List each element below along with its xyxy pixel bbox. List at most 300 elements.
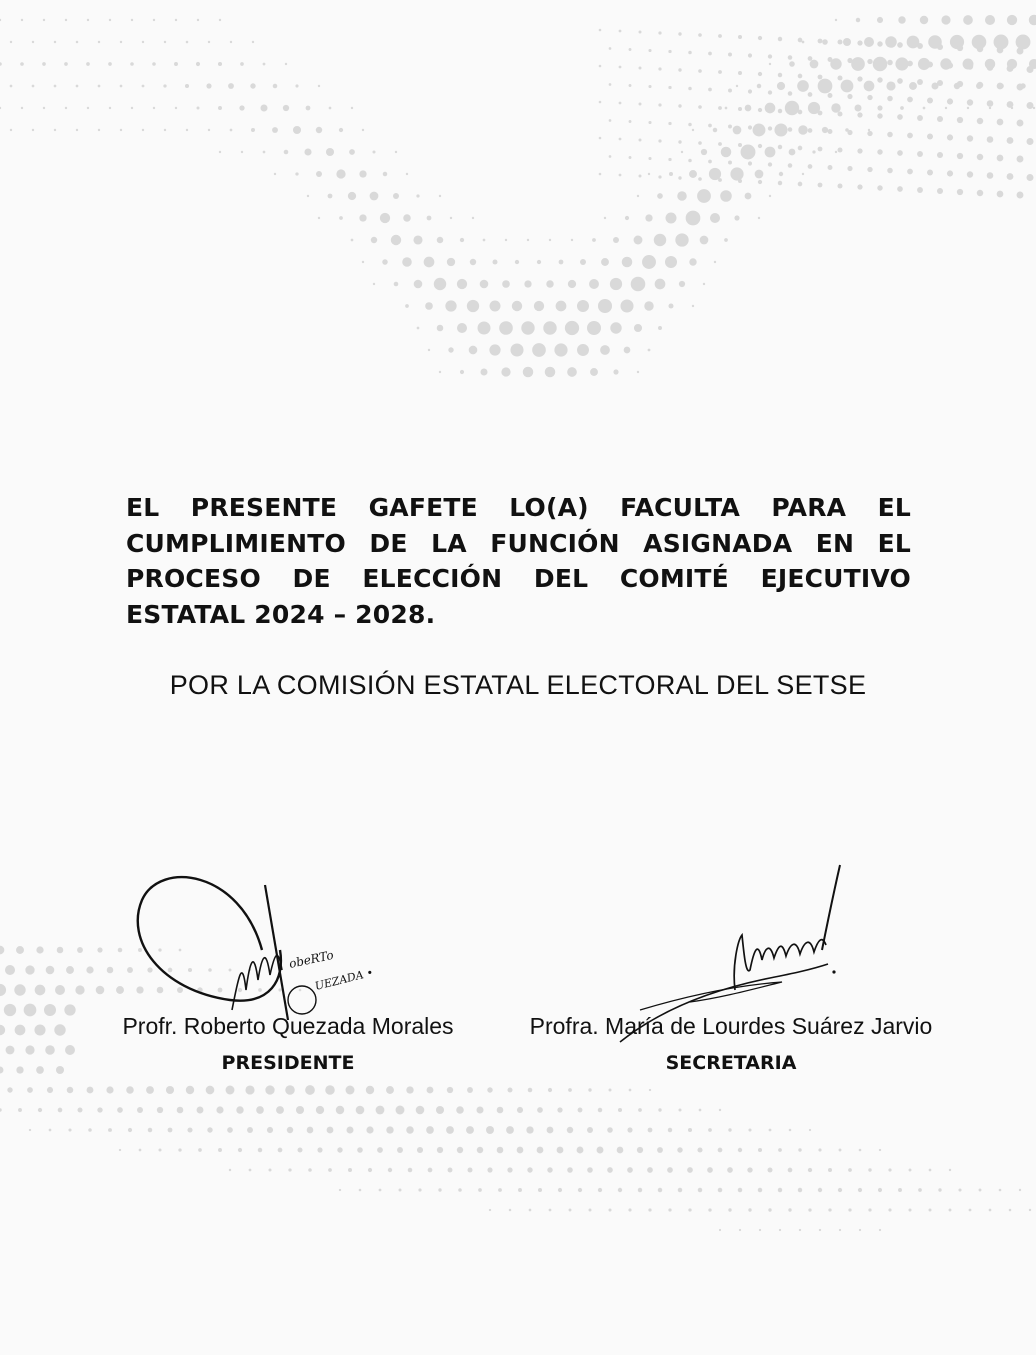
pattern-dot	[437, 1147, 443, 1153]
pattern-dot	[725, 107, 728, 110]
pattern-dot	[391, 235, 401, 245]
pattern-dot	[206, 1086, 215, 1095]
pattern-dot	[65, 19, 67, 21]
pattern-dot	[730, 167, 743, 180]
pattern-dot	[78, 1108, 83, 1113]
pattern-dot	[758, 1148, 762, 1152]
pattern-dot	[877, 17, 883, 23]
pattern-dot	[887, 168, 893, 174]
pattern-dot	[947, 170, 953, 176]
pattern-dot	[719, 1229, 721, 1231]
pattern-dot	[668, 158, 671, 161]
pattern-dot	[877, 185, 882, 190]
pattern-dot	[741, 145, 756, 160]
pattern-dot	[568, 280, 576, 288]
pattern-dot	[450, 217, 452, 219]
pattern-dot	[837, 39, 842, 44]
pattern-dot	[758, 217, 760, 219]
pattern-dot	[937, 188, 943, 194]
pattern-dot	[647, 1167, 653, 1173]
pattern-dot	[208, 129, 210, 131]
pattern-dot	[847, 130, 852, 135]
pattern-dot	[848, 1168, 852, 1172]
pattern-dot	[88, 1128, 92, 1132]
pattern-dot	[887, 96, 893, 102]
pattern-dot	[885, 36, 897, 48]
pattern-dot	[206, 83, 211, 88]
pattern-dot	[619, 66, 622, 69]
pattern-dot	[32, 129, 34, 131]
pattern-dot	[789, 149, 796, 156]
pattern-dot	[698, 141, 702, 145]
pattern-dot	[251, 128, 255, 132]
pattern-dot	[888, 1208, 891, 1211]
pattern-dot	[116, 986, 124, 994]
pattern-dot	[267, 1127, 273, 1133]
pattern-dot	[487, 1167, 492, 1172]
pattern-dot	[637, 195, 639, 197]
pattern-dot	[164, 129, 166, 131]
pattern-dot	[265, 1085, 274, 1094]
pattern-dot	[366, 1086, 374, 1094]
pattern-dot	[818, 111, 823, 116]
pattern-dot	[296, 1106, 304, 1114]
pattern-dot	[362, 129, 364, 131]
pattern-dot	[394, 282, 399, 287]
pattern-dot	[76, 41, 79, 44]
pattern-dot	[489, 344, 500, 355]
pattern-dot	[537, 1107, 543, 1113]
pattern-dot	[845, 128, 849, 132]
pattern-dot	[523, 367, 534, 378]
pattern-dot	[748, 1208, 751, 1211]
pattern-dot	[789, 61, 795, 67]
pattern-dot	[714, 261, 716, 263]
pattern-dot	[386, 1086, 394, 1094]
pattern-dot	[546, 280, 553, 287]
pattern-dot	[351, 107, 353, 109]
pattern-dot	[164, 41, 166, 43]
pattern-dot	[147, 967, 152, 972]
pattern-dot	[947, 62, 953, 68]
pattern-dot	[293, 126, 301, 134]
pattern-dot	[448, 1168, 453, 1173]
pattern-dot	[658, 1108, 661, 1111]
pattern-dot	[547, 1167, 552, 1172]
pattern-dot	[188, 968, 192, 972]
pattern-dot	[867, 167, 872, 172]
pattern-dot	[710, 213, 720, 223]
pattern-dot	[607, 1167, 613, 1173]
pattern-dot	[859, 1149, 862, 1152]
pattern-dot	[518, 1188, 522, 1192]
pattern-dot	[648, 157, 651, 160]
pattern-dot	[648, 173, 650, 175]
pattern-dot	[1017, 120, 1024, 127]
pattern-dot	[467, 1167, 472, 1172]
pattern-dot	[748, 89, 752, 93]
pattern-dot	[627, 1127, 632, 1132]
pattern-dot	[236, 1106, 243, 1113]
pattern-dot	[152, 62, 156, 66]
pattern-dot	[778, 37, 782, 41]
pattern-dot	[759, 1229, 761, 1231]
pattern-dot	[957, 189, 963, 195]
pattern-dot	[305, 1085, 315, 1095]
pattern-dot	[238, 1148, 242, 1152]
pattern-dot	[765, 103, 776, 114]
pattern-dot	[1007, 59, 1017, 69]
pattern-dot	[29, 1129, 31, 1131]
pattern-dot	[721, 147, 732, 158]
pattern-dot	[818, 1188, 822, 1192]
president-role: PRESIDENTE	[221, 1052, 355, 1074]
pattern-dot	[1007, 65, 1014, 72]
pattern-dot	[658, 1188, 662, 1192]
pattern-dot	[972, 35, 987, 50]
pattern-dot	[228, 83, 234, 89]
pattern-dot	[549, 239, 551, 241]
pattern-dot	[208, 968, 212, 972]
pattern-dot	[758, 108, 762, 112]
pattern-dot	[908, 1208, 911, 1211]
pattern-dot	[609, 1089, 612, 1092]
pattern-dot	[728, 161, 732, 165]
pattern-dot	[43, 19, 45, 21]
pattern-dot	[177, 1107, 184, 1114]
pattern-dot	[808, 1208, 811, 1211]
pattern-dot	[325, 1085, 335, 1095]
pattern-dot	[758, 144, 762, 148]
pattern-dot	[577, 300, 589, 312]
pattern-dot	[778, 1148, 782, 1152]
pattern-dot	[601, 258, 609, 266]
pattern-dot	[613, 237, 619, 243]
pattern-dot	[838, 1188, 842, 1192]
pattern-dot	[736, 85, 738, 87]
pattern-dot	[697, 189, 711, 203]
pattern-dot	[997, 191, 1004, 198]
pattern-dot	[917, 115, 923, 121]
commission-line: POR LA COMISIÓN ESTATAL ELECTORAL DEL SETSE	[169, 670, 867, 700]
pattern-dot	[798, 1188, 802, 1192]
pattern-dot	[828, 93, 833, 98]
pattern-dot	[927, 134, 933, 140]
pattern-dot	[947, 98, 953, 104]
pattern-dot	[920, 16, 928, 24]
pattern-dot	[788, 163, 793, 168]
pattern-dot	[639, 139, 642, 142]
pattern-dot	[382, 259, 388, 265]
pattern-dot	[397, 1147, 403, 1153]
pattern-dot	[969, 1209, 972, 1212]
pattern-dot	[907, 61, 913, 67]
pattern-dot	[359, 170, 366, 177]
pattern-dot	[376, 1106, 385, 1115]
pattern-dot	[399, 1189, 402, 1192]
pattern-dot	[447, 258, 455, 266]
pattern-dot	[502, 280, 510, 288]
pattern-dot	[928, 35, 942, 49]
pattern-dot	[657, 1147, 663, 1153]
pattern-dot	[395, 151, 397, 153]
pattern-dot	[718, 34, 722, 38]
pattern-dot	[67, 1087, 74, 1094]
pattern-dot	[918, 1188, 922, 1192]
pattern-dot	[362, 261, 364, 263]
pattern-dot	[107, 967, 114, 974]
pattern-dot	[857, 112, 862, 117]
pattern-dot	[839, 1229, 841, 1231]
pattern-dot	[799, 1229, 801, 1231]
pattern-dot	[604, 217, 606, 219]
pattern-dot	[798, 182, 803, 187]
pattern-dot	[679, 281, 685, 287]
pattern-dot	[413, 235, 422, 244]
pattern-dot	[54, 85, 57, 88]
pattern-dot	[417, 1147, 423, 1153]
pattern-dot	[977, 46, 983, 52]
pattern-dot	[168, 1128, 173, 1133]
pattern-dot	[878, 1188, 882, 1192]
pattern-dot	[837, 75, 842, 80]
pattern-dot	[268, 1168, 271, 1171]
pattern-dot	[4, 1004, 16, 1016]
pattern-dot	[377, 1147, 383, 1153]
pattern-dot	[1029, 15, 1036, 25]
pattern-dot	[828, 1168, 832, 1172]
pattern-dot	[839, 1149, 842, 1152]
pattern-dot	[851, 57, 865, 71]
pattern-dot	[1027, 102, 1034, 109]
pattern-dot	[537, 260, 541, 264]
pattern-dot	[788, 91, 793, 96]
pattern-dot	[578, 1188, 582, 1192]
pattern-dot	[718, 70, 722, 74]
pattern-dot	[856, 18, 860, 22]
pattern-dot	[755, 170, 764, 179]
pattern-dot	[598, 299, 612, 313]
pattern-dot	[517, 1107, 523, 1113]
pattern-dot	[139, 1149, 142, 1152]
pattern-dot	[828, 1208, 831, 1211]
pattern-dot	[396, 1106, 405, 1115]
pattern-dot	[867, 95, 872, 100]
pattern-dot	[577, 1147, 584, 1154]
pattern-dot	[778, 109, 782, 113]
pattern-dot	[0, 107, 1, 109]
pattern-dot	[629, 84, 632, 87]
pattern-dot	[997, 155, 1004, 162]
pattern-dot	[703, 283, 705, 285]
pattern-dot	[873, 57, 888, 72]
pattern-dot	[898, 1188, 902, 1192]
pattern-dot	[460, 238, 464, 242]
pattern-dot	[498, 1188, 502, 1192]
pattern-dot	[348, 1168, 352, 1172]
pattern-dot	[818, 79, 833, 94]
pattern-dot	[609, 155, 612, 158]
pattern-dot	[287, 1127, 293, 1133]
pattern-dot	[668, 86, 671, 89]
pattern-dot	[927, 62, 933, 68]
pattern-dot	[967, 135, 973, 141]
pattern-dot	[336, 1106, 344, 1114]
pattern-dot	[886, 81, 895, 90]
pattern-dot	[879, 1229, 881, 1231]
pattern-dot	[778, 1188, 782, 1192]
pattern-dot	[769, 195, 771, 197]
pattern-dot	[963, 15, 973, 25]
pattern-dot	[229, 969, 232, 972]
pattern-dot	[456, 1106, 464, 1114]
pattern-dot	[619, 174, 622, 177]
pattern-dot	[658, 326, 662, 330]
pattern-dot	[900, 106, 904, 110]
pattern-dot	[127, 967, 133, 973]
pattern-dot	[359, 214, 366, 221]
pattern-dot	[778, 73, 782, 77]
pattern-dot	[599, 65, 602, 68]
pattern-dot	[0, 946, 4, 955]
pattern-dot	[10, 41, 12, 43]
pattern-dot	[917, 79, 923, 85]
pattern-dot	[828, 165, 833, 170]
pattern-dot	[622, 257, 633, 268]
pattern-dot	[666, 213, 677, 224]
pattern-dot	[16, 1066, 23, 1073]
pattern-dot	[812, 150, 815, 153]
pattern-dot	[667, 1167, 673, 1173]
pattern-dot	[529, 1209, 532, 1212]
pattern-dot	[1020, 83, 1025, 88]
pattern-dot	[979, 1189, 982, 1192]
pattern-dot	[339, 216, 343, 220]
pattern-dot	[677, 191, 687, 201]
pattern-dot	[818, 183, 823, 188]
pattern-dot	[250, 83, 255, 88]
pattern-dot	[907, 169, 913, 175]
pattern-dot	[521, 321, 534, 334]
pattern-dot	[460, 370, 464, 374]
pattern-dot	[590, 368, 598, 376]
pattern-dot	[688, 159, 692, 163]
pattern-dot	[597, 1147, 604, 1154]
pattern-dot	[120, 85, 123, 88]
pattern-dot	[1019, 1189, 1021, 1191]
pattern-dot	[528, 1088, 533, 1093]
pattern-dot	[274, 173, 276, 175]
pattern-dot	[393, 193, 399, 199]
pattern-dot	[777, 82, 785, 90]
pattern-dot	[136, 986, 143, 993]
pattern-dot	[208, 41, 210, 43]
pattern-dot	[639, 67, 642, 70]
pattern-dot	[567, 1167, 573, 1173]
pattern-dot	[368, 1168, 372, 1172]
pattern-dot	[724, 238, 728, 242]
pattern-dot	[467, 300, 479, 312]
pattern-dot	[669, 172, 673, 176]
pattern-dot	[857, 184, 862, 189]
pattern-dot	[108, 62, 112, 66]
pattern-dot	[977, 190, 983, 196]
pattern-dot	[87, 19, 89, 21]
pattern-dot	[818, 39, 823, 44]
pattern-dot	[1017, 192, 1024, 199]
pattern-dot	[131, 107, 133, 109]
pattern-dot	[668, 303, 673, 308]
pattern-dot	[316, 1106, 324, 1114]
pattern-dot	[247, 1127, 253, 1133]
pattern-dot	[613, 369, 618, 374]
pattern-dot	[138, 948, 142, 952]
pattern-dot	[532, 343, 546, 357]
pattern-dot	[957, 153, 963, 159]
pattern-dot	[109, 107, 111, 109]
pattern-dot	[148, 1128, 153, 1133]
pattern-dot	[588, 1088, 591, 1091]
pattern-dot	[457, 279, 467, 289]
pattern-dot	[218, 988, 223, 993]
pattern-dot	[837, 111, 842, 116]
pattern-dot	[788, 127, 793, 132]
pattern-dot	[288, 1168, 291, 1171]
pattern-dot	[658, 67, 661, 70]
pattern-dot	[0, 1067, 3, 1074]
pattern-dot	[917, 187, 923, 193]
pattern-dot	[187, 1127, 192, 1132]
pattern-dot	[698, 177, 702, 181]
pattern-dot	[609, 119, 612, 122]
pattern-dot	[648, 1208, 651, 1211]
pattern-dot	[179, 949, 182, 952]
pattern-dot	[757, 84, 761, 88]
pattern-dot	[857, 40, 862, 45]
pattern-dot	[10, 129, 12, 131]
pattern-dot	[252, 41, 254, 43]
pattern-dot	[976, 83, 982, 89]
pattern-dot	[718, 1188, 723, 1193]
pattern-dot	[987, 64, 994, 71]
pattern-dot	[835, 19, 837, 21]
pattern-dot	[38, 1108, 42, 1112]
pattern-dot	[689, 170, 697, 178]
pattern-dot	[658, 103, 661, 106]
pattern-dot	[877, 77, 882, 82]
pattern-dot	[1027, 174, 1034, 181]
pattern-dot	[768, 54, 772, 58]
pattern-dot	[688, 1128, 692, 1132]
pattern-dot	[610, 322, 621, 333]
pattern-dot	[758, 180, 762, 184]
pattern-dot	[142, 41, 144, 43]
pattern-dot	[329, 107, 332, 110]
pattern-dot	[256, 1106, 264, 1114]
pattern-dot	[57, 947, 64, 954]
pattern-dot	[877, 149, 882, 154]
pattern-dot	[728, 1128, 731, 1131]
pattern-dot	[697, 1147, 702, 1152]
pattern-dot	[370, 192, 379, 201]
pattern-dot	[707, 1167, 713, 1173]
pattern-dot	[822, 39, 828, 45]
pattern-dot	[837, 183, 842, 188]
pattern-dot	[538, 1188, 542, 1192]
pattern-dot	[678, 104, 681, 107]
pattern-dot	[328, 194, 333, 199]
pattern-dot	[25, 1045, 34, 1054]
